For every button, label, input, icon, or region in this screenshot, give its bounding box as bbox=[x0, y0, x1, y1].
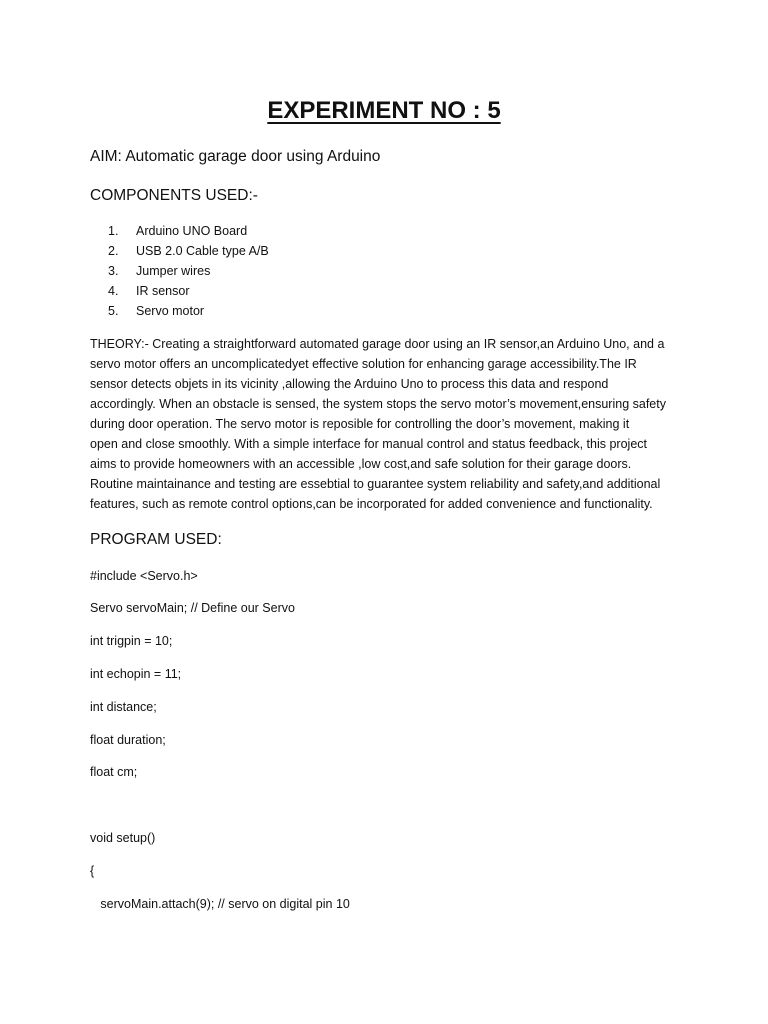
list-item-number: 2. bbox=[108, 244, 119, 258]
theory-line: features, such as remote control options,can be incorporated for added convenience and functionality. bbox=[90, 497, 653, 511]
list-item bbox=[108, 301, 269, 321]
code-line: void setup() bbox=[90, 831, 156, 845]
list-item-label: Jumper wires bbox=[136, 264, 211, 278]
code-line: int distance; bbox=[90, 700, 157, 714]
page-title: EXPERIMENT NO : 5 bbox=[267, 97, 501, 124]
theory-line: servo motor offers an uncomplicatedyet effective solution for enhancing garage accessibility.The IR bbox=[90, 357, 637, 371]
code-line: Servo servoMain; // Define our Servo bbox=[90, 601, 295, 615]
list-item bbox=[108, 281, 269, 301]
list-item-number: 1. bbox=[108, 224, 119, 238]
components-heading: COMPONENTS USED:- bbox=[90, 187, 258, 204]
code-line: float duration; bbox=[90, 733, 166, 747]
list-item-number: 4. bbox=[108, 284, 119, 298]
list-item-label: USB 2.0 Cable type A/B bbox=[136, 244, 269, 258]
program-heading: PROGRAM USED: bbox=[90, 531, 222, 548]
theory-line: during door operation. The servo motor is reposible for controlling the door’s movement, making it bbox=[90, 417, 630, 431]
list-item bbox=[108, 241, 269, 261]
list-item-label: Servo motor bbox=[136, 304, 205, 318]
code-line: { bbox=[90, 864, 95, 878]
code-line: int trigpin = 10; bbox=[90, 634, 173, 648]
theory-line: open and close smoothly. With a simple interface for manual control and status feedback, this project bbox=[90, 437, 648, 451]
theory-line: THEORY:- Creating a straightforward automated garage door using an IR sensor,an Arduino Uno, and a bbox=[90, 337, 665, 351]
theory-line: accordingly. When an obstacle is sensed, the system stops the servo motor’s movement,ensuring safety bbox=[90, 397, 666, 411]
list-item-label: IR sensor bbox=[136, 284, 190, 298]
theory-paragraph bbox=[90, 334, 690, 514]
code-line: int echopin = 11; bbox=[90, 667, 182, 681]
list-item-number: 3. bbox=[108, 264, 119, 278]
list-item-number: 5. bbox=[108, 304, 119, 318]
theory-line: sensor detects objets in its vicinity ,allowing the Arduino Uno to process this data and respond bbox=[90, 377, 609, 391]
code-line: float cm; bbox=[90, 765, 138, 779]
list-item-label: Arduino UNO Board bbox=[136, 224, 248, 238]
list-item bbox=[108, 261, 269, 281]
list-item bbox=[108, 221, 269, 241]
code-line: servoMain.attach(9); // servo on digital pin 10 bbox=[90, 897, 350, 911]
theory-line: Routine maintainance and testing are essebtial to guarantee system reliability and safety,and additional bbox=[90, 477, 661, 491]
theory-line: aims to provide homeowners with an accessible ,low cost,and safe solution for their garage doors. bbox=[90, 457, 632, 471]
aim-text: AIM: Automatic garage door using Arduino bbox=[90, 148, 381, 165]
components-list bbox=[108, 221, 269, 321]
code-line: #include <Servo.h> bbox=[90, 569, 198, 583]
